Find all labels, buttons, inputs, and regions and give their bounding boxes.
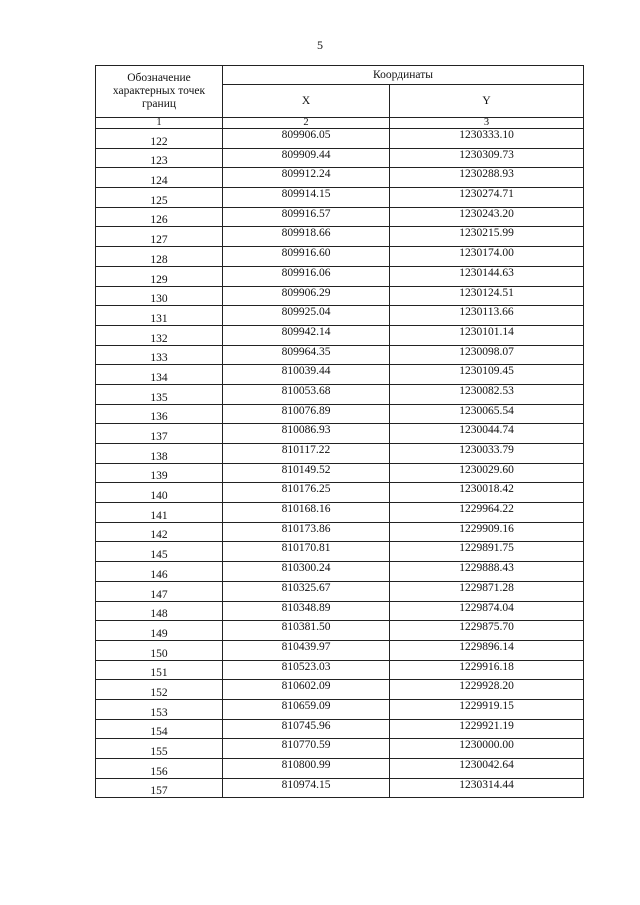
- y-cell: 1229871.28: [390, 581, 584, 601]
- x-cell: 810170.81: [223, 542, 390, 562]
- table-row: [96, 129, 584, 149]
- x-cell: 809909.44: [223, 148, 390, 168]
- point-cell: 151: [96, 660, 223, 680]
- x-cell: 809916.06: [223, 266, 390, 286]
- x-cell: 810149.52: [223, 463, 390, 483]
- point-cell: 145: [96, 542, 223, 562]
- y-cell: 1229919.15: [390, 699, 584, 719]
- y-cell: 1230109.45: [390, 365, 584, 385]
- header-x: X: [223, 85, 390, 118]
- point-cell: 127: [96, 227, 223, 247]
- point-cell: 130: [96, 286, 223, 306]
- y-cell: 1229875.70: [390, 621, 584, 641]
- y-cell: 1230215.99: [390, 227, 584, 247]
- page-number: 5: [317, 38, 323, 52]
- point-cell: 147: [96, 581, 223, 601]
- y-cell: 1229928.20: [390, 680, 584, 700]
- point-cell: 126: [96, 207, 223, 227]
- table-row: [96, 719, 584, 739]
- table-row: [96, 699, 584, 719]
- x-cell: 809918.66: [223, 227, 390, 247]
- point-cell: 123: [96, 148, 223, 168]
- x-cell: 810439.97: [223, 640, 390, 660]
- table-row: [96, 660, 584, 680]
- x-cell: 810300.24: [223, 562, 390, 582]
- x-cell: 810659.09: [223, 699, 390, 719]
- point-cell: 132: [96, 325, 223, 345]
- table-row: [96, 188, 584, 208]
- x-cell: 810117.22: [223, 444, 390, 464]
- x-cell: 810381.50: [223, 621, 390, 641]
- table-row: [96, 581, 584, 601]
- point-cell: 150: [96, 640, 223, 660]
- x-cell: 810800.99: [223, 759, 390, 779]
- y-cell: 1230098.07: [390, 345, 584, 365]
- y-cell: 1229891.75: [390, 542, 584, 562]
- coordinates-table: [95, 65, 584, 798]
- table-row: [96, 503, 584, 523]
- point-cell: 146: [96, 562, 223, 582]
- point-cell: 156: [96, 759, 223, 779]
- y-cell: 1230243.20: [390, 207, 584, 227]
- table-row: [96, 168, 584, 188]
- table-row: [96, 306, 584, 326]
- x-cell: 810348.89: [223, 601, 390, 621]
- y-cell: 1230333.10: [390, 129, 584, 149]
- point-cell: 137: [96, 424, 223, 444]
- point-cell: 133: [96, 345, 223, 365]
- x-cell: 809942.14: [223, 325, 390, 345]
- y-cell: 1230065.54: [390, 404, 584, 424]
- y-cell: 1229888.43: [390, 562, 584, 582]
- x-cell: 810523.03: [223, 660, 390, 680]
- point-cell: 141: [96, 503, 223, 523]
- point-cell: 142: [96, 522, 223, 542]
- x-cell: 809916.60: [223, 247, 390, 267]
- point-cell: 134: [96, 365, 223, 385]
- point-cell: 135: [96, 384, 223, 404]
- table-row: [96, 424, 584, 444]
- x-cell: 810053.68: [223, 384, 390, 404]
- point-cell: 138: [96, 444, 223, 464]
- table-row: [96, 621, 584, 641]
- x-cell: 810039.44: [223, 365, 390, 385]
- header-point-designation: Обозначение характерных точек границ: [96, 66, 223, 118]
- x-cell: 810173.86: [223, 522, 390, 542]
- x-cell: 810770.59: [223, 739, 390, 759]
- y-cell: 1230174.00: [390, 247, 584, 267]
- y-cell: 1229964.22: [390, 503, 584, 523]
- table-row: [96, 247, 584, 267]
- y-cell: 1229874.04: [390, 601, 584, 621]
- table-row: [96, 463, 584, 483]
- table-row: [96, 404, 584, 424]
- column-number: 1: [96, 118, 223, 129]
- table-row: [96, 640, 584, 660]
- table-row: [96, 384, 584, 404]
- y-cell: 1230124.51: [390, 286, 584, 306]
- point-cell: 124: [96, 168, 223, 188]
- x-cell: 810745.96: [223, 719, 390, 739]
- y-cell: 1230274.71: [390, 188, 584, 208]
- table-row: [96, 562, 584, 582]
- point-cell: 149: [96, 621, 223, 641]
- column-number: 2: [223, 118, 390, 129]
- y-cell: 1230288.93: [390, 168, 584, 188]
- table-row: [96, 680, 584, 700]
- y-cell: 1230101.14: [390, 325, 584, 345]
- y-cell: 1230113.66: [390, 306, 584, 326]
- y-cell: 1229921.19: [390, 719, 584, 739]
- table-row: [96, 286, 584, 306]
- column-number: 3: [390, 118, 584, 129]
- x-cell: 809916.57: [223, 207, 390, 227]
- y-cell: 1230314.44: [390, 778, 584, 798]
- point-cell: 139: [96, 463, 223, 483]
- table-row: [96, 207, 584, 227]
- point-cell: 154: [96, 719, 223, 739]
- points-body: [96, 129, 584, 798]
- x-cell: 810086.93: [223, 424, 390, 444]
- x-cell: 809964.35: [223, 345, 390, 365]
- point-cell: 140: [96, 483, 223, 503]
- y-cell: 1230029.60: [390, 463, 584, 483]
- x-cell: 810325.67: [223, 581, 390, 601]
- point-cell: 153: [96, 699, 223, 719]
- point-cell: 152: [96, 680, 223, 700]
- y-cell: 1230044.74: [390, 424, 584, 444]
- table-row: [96, 227, 584, 247]
- y-cell: 1229896.14: [390, 640, 584, 660]
- y-cell: 1230144.63: [390, 266, 584, 286]
- table-row: [96, 778, 584, 798]
- y-cell: 1229916.18: [390, 660, 584, 680]
- table-row: [96, 325, 584, 345]
- y-cell: 1230309.73: [390, 148, 584, 168]
- column-number-row: [96, 118, 584, 129]
- point-cell: 131: [96, 306, 223, 326]
- x-cell: 809906.05: [223, 129, 390, 149]
- y-cell: 1230018.42: [390, 483, 584, 503]
- x-cell: 810168.16: [223, 503, 390, 523]
- header-coordinates: Координаты: [223, 66, 584, 85]
- x-cell: 810176.25: [223, 483, 390, 503]
- table-row: [96, 759, 584, 779]
- table-row: [96, 483, 584, 503]
- table-row: [96, 601, 584, 621]
- x-cell: 809912.24: [223, 168, 390, 188]
- table-row: [96, 148, 584, 168]
- header-y: Y: [390, 85, 584, 118]
- x-cell: 809906.29: [223, 286, 390, 306]
- point-cell: 128: [96, 247, 223, 267]
- point-cell: 122: [96, 129, 223, 149]
- point-cell: 136: [96, 404, 223, 424]
- table-row: [96, 739, 584, 759]
- y-cell: 1230082.53: [390, 384, 584, 404]
- y-cell: 1229909.16: [390, 522, 584, 542]
- point-cell: 157: [96, 778, 223, 798]
- table-row: [96, 345, 584, 365]
- x-cell: 810974.15: [223, 778, 390, 798]
- table-row: [96, 444, 584, 464]
- x-cell: 810076.89: [223, 404, 390, 424]
- y-cell: 1230000.00: [390, 739, 584, 759]
- x-cell: 809925.04: [223, 306, 390, 326]
- x-cell: 809914.15: [223, 188, 390, 208]
- table-row: [96, 365, 584, 385]
- table-row: [96, 542, 584, 562]
- point-cell: 155: [96, 739, 223, 759]
- y-cell: 1230033.79: [390, 444, 584, 464]
- table-row: [96, 522, 584, 542]
- y-cell: 1230042.64: [390, 759, 584, 779]
- table-row: [96, 266, 584, 286]
- x-cell: 810602.09: [223, 680, 390, 700]
- point-cell: 125: [96, 188, 223, 208]
- point-cell: 129: [96, 266, 223, 286]
- point-cell: 148: [96, 601, 223, 621]
